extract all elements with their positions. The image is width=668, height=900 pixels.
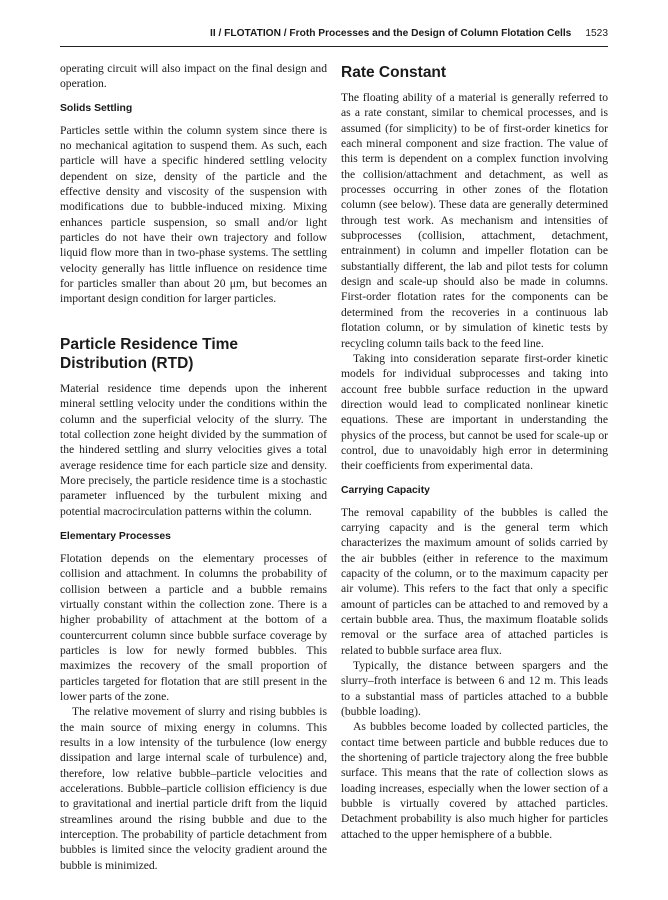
left-column	[60, 61, 327, 873]
paragraph: Particles settle within the column system since there is no mechanical agitation to suspend them. As such, each particle will have a specific hindered settling velocity dependent on size, density of the particle and the effective density and viscosity of the suspension with modifications due to bubble-induced mixing. Mixing enhances particle suspension, so small and/or light particles do not have their own trajectory and follow liquid flow more than in two-phase systems. The settling velocity generally has little influence on residence time for particles smaller than about 20 μm, but becomes an important design condition for larger particles.	[60, 123, 327, 306]
section-heading-rate-constant: Rate Constant	[341, 64, 447, 81]
section-heading-rtd: Particle Residence Time Distribution (RTD)	[60, 335, 239, 372]
paragraph: The relative movement of slurry and rising bubbles is the main source of mixing energy in columns. This results in a low intensity of the turbulence (low energy dissipation and large internal scale of turbulence) and, therefore, low relative bubble–particle velocities and accelerations. Bubble–particle collision efficiency is due to gravitational and inertial particle drift from the liquid streamlines around the rising bubble and due to the interception. The probability of particle detachment from bubbles is limited since the velocity gradient around the bubble is minimized.	[60, 705, 327, 872]
running-header-title: II / FLOTATION / Froth Processes and the Design of Column Flotation Cells	[210, 28, 572, 39]
section-heading-solids-settling: Solids Settling	[60, 102, 133, 114]
section-heading-carrying-capacity: Carrying Capacity	[341, 484, 430, 496]
paragraph: Flotation depends on the elementary processes of collision and attachment. In columns the probability of collision between a particle and a bubble remains virtually constant within the collection zone. There is a higher probability of attachment at the bottom of a countercurrent column since bubble surface coverage by particles is low for newly formed bubbles. This maximizes the recovery of the small proportion of particles targeted for flotation that are still present in the lower parts of the zone.	[60, 551, 327, 703]
right-column	[341, 61, 608, 842]
paragraph: As bubbles become loaded by collected particles, the contact time between particle and bubble reduces due to the shortening of particle trajectory along the free bubble surface. This means that the rate of collection slows as loading increases, especially when the lower section of a bubble is virtually covered by attached particles. Detachment probability is also much higher for particles attached to the upper hemisphere of a bubble.	[341, 720, 608, 841]
page-number: 1523	[585, 28, 608, 39]
running-header	[60, 26, 608, 47]
paragraph: Taking into consideration separate first-order kinetic models for individual subprocesses and taking into account free bubble surface reduction in the upward direction would lead to complicated nonlinear kinetic equations. These are important in understanding the physics of the process, but cannot be used for scale-up or control, due to unavoidably high error in determining their coefficients from experimental data.	[341, 351, 608, 473]
section-heading-elementary-processes: Elementary Processes	[60, 530, 171, 542]
paragraph: Typically, the distance between spargers and the slurry–froth interface is between 6 and 12 m. This leads to a substantial mass of particles attached to a bubble (bubble loading).	[341, 659, 608, 719]
paragraph: Material residence time depends upon the inherent mineral settling velocity under the conditions within the column and the superficial velocity of the slurry. The total collection zone height divided by the summation of the hindered settling and slurry velocities gives a total average residence time for each particle size and density. More precisely, the particle residence time is a stochastic parameter influenced by the turbulent mixing and potential macrocirculation patterns within the column.	[60, 381, 327, 518]
paragraph: The floating ability of a material is generally referred to as a rate constant, similar to chemical processes, and is assumed (for simplicity) to be of first-order kinetics for each mineral component and size fraction. The value of this term is dependent on a complex function involving the collision/attachment and detachment, as well as processes occurring in other zones of the flotation column (see below). These data are generally determined through test work. As mechanism and intensities of subprocesses (collision, attachment, detachment, entrainment) in column and impeller flotation can be substantially different, the lab and pilot tests for column design and scale-up should also be made in columns. First-order flotation rates for the components can be determined from the recoveries in a continuous lab flotation column, or by simulation of kinetic tests by recycling column tails back to the feed line.	[341, 91, 608, 350]
paragraph: operating circuit will also impact on the final design and operation.	[60, 62, 327, 91]
paragraph: The removal capability of the bubbles is called the carrying capacity and is the general term which characterizes the maximum amount of solids carried by the air bubbles (either in reference to the maximum capacity of the column, or to the maximum capacity per air volume). This refers to the fact that only a specific amount of particles can be attached to and removed by a certain bubble area. Thus, the maximum floatable solids removal or the surface area of attached particles is related to bubble surface area flux.	[341, 505, 608, 657]
